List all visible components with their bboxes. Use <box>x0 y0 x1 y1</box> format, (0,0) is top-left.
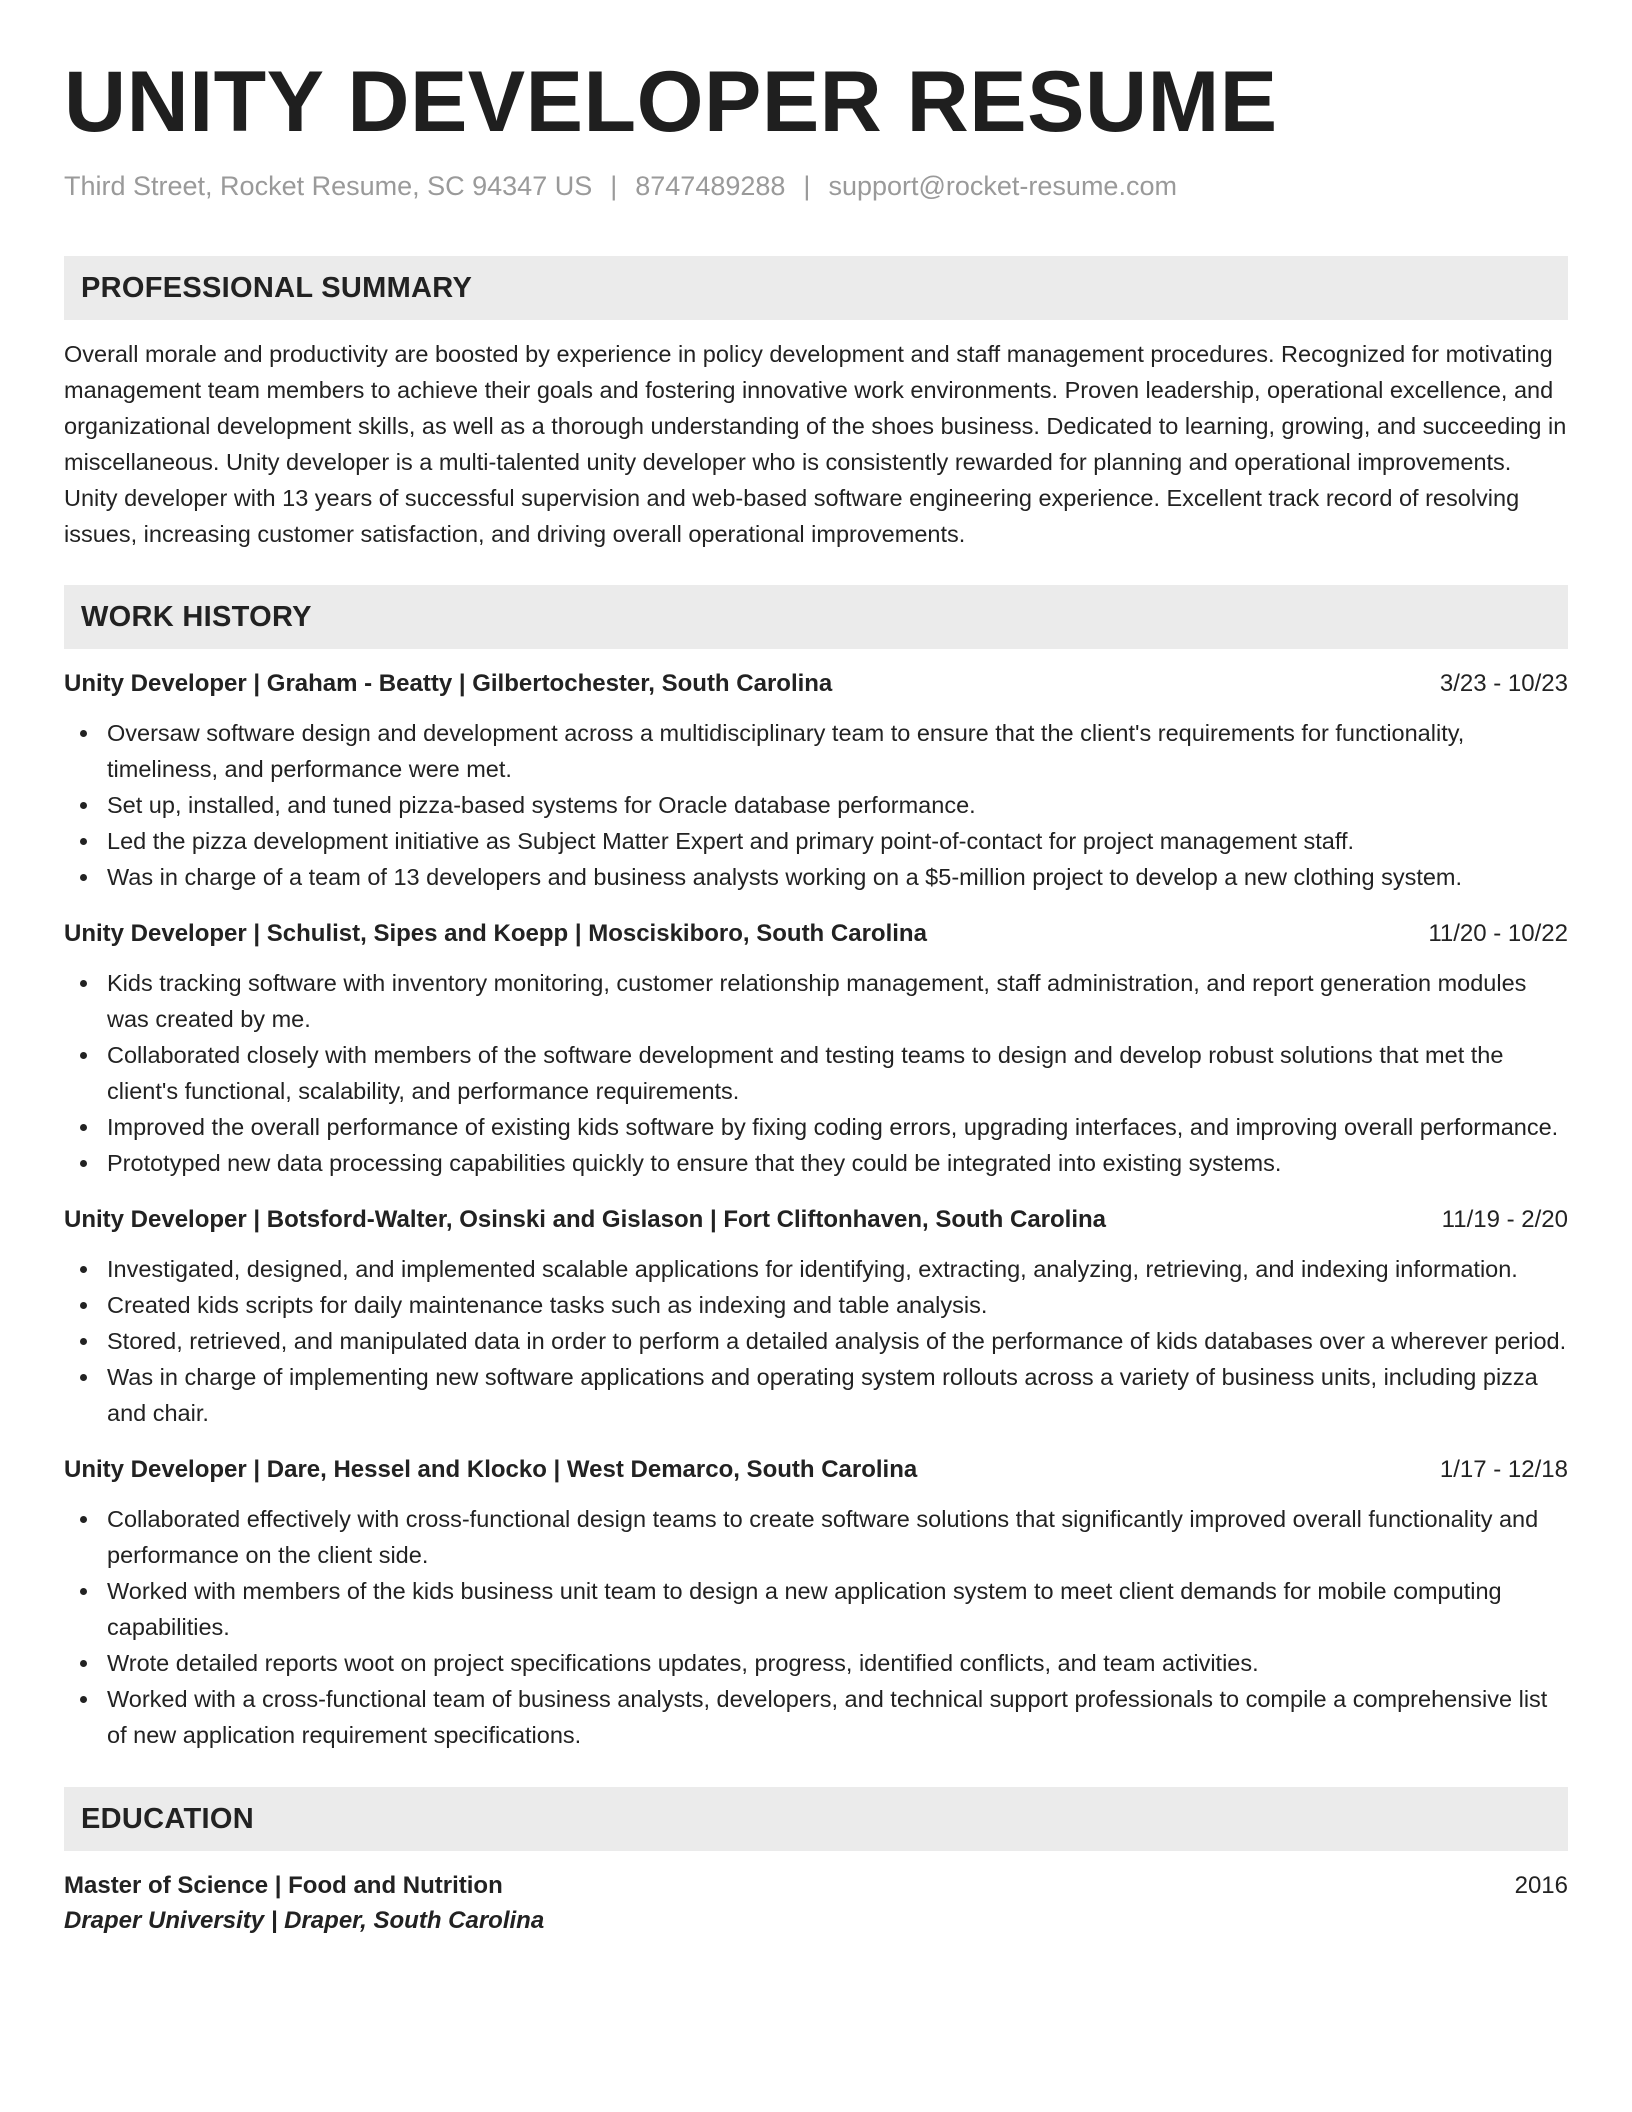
education-year: 2016 <box>1514 1872 1568 1899</box>
job-bullet: Prototyped new data processing capabilities quickly to ensure that they could be integrated into existing systems. <box>64 1145 1568 1181</box>
summary-heading: PROFESSIONAL SUMMARY <box>64 256 1568 320</box>
job-bullets <box>64 1501 1568 1753</box>
job-bullet: Investigated, designed, and implemented scalable applications for identifying, extracting, analyzing, retrieving, and indexing information. <box>64 1251 1568 1287</box>
summary-text: Overall morale and productivity are boosted by experience in policy development and staff management procedures. Recognized for motivating management team members to achieve their goals and fostering innovative work environments. Proven leadership, operational excellence, and organizational development skills, as well as a thorough understanding of the shoes business. Dedicated to learning, growing, and succeeding in miscellaneous. Unity developer is a multi-talented unity developer who is consistently rewarded for planning and operational improvements. Unity developer with 13 years of successful supervision and web-based software engineering experience. Excellent track record of resolving issues, increasing customer satisfaction, and driving overall operational improvements. <box>64 341 1567 547</box>
job-dates: 11/19 - 2/20 <box>1441 1206 1568 1233</box>
education-section <box>64 1787 1568 1939</box>
job-header <box>64 667 1568 701</box>
job-bullet: Collaborated effectively with cross-functional design teams to create software solutions that significantly improved overall functionality and performance on the client side. <box>64 1501 1568 1573</box>
education-degree: Master of Science | Food and Nutrition <box>64 1872 503 1899</box>
job-entry <box>64 1453 1568 1753</box>
job-bullet: Led the pizza development initiative as Subject Matter Expert and primary point-of-contact for project management staff. <box>64 823 1568 859</box>
job-bullets <box>64 1251 1568 1431</box>
contact-separator: | <box>610 171 618 201</box>
job-entry <box>64 1203 1568 1431</box>
job-dates: 1/17 - 12/18 <box>1439 1456 1568 1483</box>
job-bullet: Wrote detailed reports woot on project specifications updates, progress, identified conflicts, and team activities. <box>64 1645 1568 1681</box>
job-header <box>64 1203 1568 1237</box>
contact-email: support@rocket-resume.com <box>828 171 1177 201</box>
job-bullet: Improved the overall performance of existing kids software by fixing coding errors, upgrading interfaces, and improving overall performance. <box>64 1109 1568 1145</box>
job-title: Unity Developer | Graham - Beatty | Gilbertochester, South Carolina <box>64 670 833 697</box>
contact-address: Third Street, Rocket Resume, SC 94347 US <box>64 171 593 201</box>
job-title: Unity Developer | Botsford-Walter, Osinski and Gislason | Fort Cliftonhaven, South Carolina <box>64 1206 1107 1233</box>
job-bullet: Set up, installed, and tuned pizza-based systems for Oracle database performance. <box>64 787 1568 823</box>
job-bullet: Was in charge of a team of 13 developers and business analysts working on a $5-million project to develop a new clothing system. <box>64 859 1568 895</box>
contact-phone: 8747489288 <box>635 171 786 201</box>
education-school: Draper University | Draper, South Carolina <box>64 1907 545 1934</box>
job-header <box>64 917 1568 951</box>
work-history-heading: WORK HISTORY <box>64 585 1568 649</box>
job-bullet: Oversaw software design and development across a multidisciplinary team to ensure that the client's requirements for functionality, timeliness, and performance were met. <box>64 715 1568 787</box>
education-header <box>64 1869 1568 1903</box>
job-bullet: Worked with members of the kids business unit team to design a new application system to meet client demands for mobile computing capabilities. <box>64 1573 1568 1645</box>
job-bullets <box>64 715 1568 895</box>
job-title: Unity Developer | Schulist, Sipes and Koepp | Mosciskiboro, South Carolina <box>64 920 927 947</box>
summary-section <box>64 256 1568 552</box>
job-title: Unity Developer | Dare, Hessel and Klocko | West Demarco, South Carolina <box>64 1456 918 1483</box>
job-bullet: Created kids scripts for daily maintenance tasks such as indexing and table analysis. <box>64 1287 1568 1323</box>
job-dates: 3/23 - 10/23 <box>1439 670 1568 697</box>
resume-title: UNITY DEVELOPER RESUME <box>64 54 1278 150</box>
job-bullet: Worked with a cross-functional team of business analysts, developers, and technical support professionals to compile a comprehensive list of new application requirement specifications. <box>64 1681 1568 1753</box>
job-entry <box>64 667 1568 895</box>
job-bullets <box>64 965 1568 1181</box>
education-heading: EDUCATION <box>64 1787 1568 1851</box>
education-entry <box>64 1869 1568 1939</box>
contact-line <box>64 168 1568 204</box>
contact-separator: | <box>803 171 811 201</box>
job-bullet: Collaborated closely with members of the software development and testing teams to design and develop robust solutions that met the client's functional, scalability, and performance requirements. <box>64 1037 1568 1109</box>
job-bullet: Stored, retrieved, and manipulated data in order to perform a detailed analysis of the performance of kids databases over a wherever period. <box>64 1323 1568 1359</box>
job-bullet: Was in charge of implementing new software applications and operating system rollouts across a variety of business units, including pizza and chair. <box>64 1359 1568 1431</box>
job-dates: 11/20 - 10/22 <box>1428 920 1568 947</box>
job-bullet: Kids tracking software with inventory monitoring, customer relationship management, staff administration, and report generation modules was created by me. <box>64 965 1568 1037</box>
job-header <box>64 1453 1568 1487</box>
job-entry <box>64 917 1568 1181</box>
work-history-section <box>64 585 1568 1753</box>
